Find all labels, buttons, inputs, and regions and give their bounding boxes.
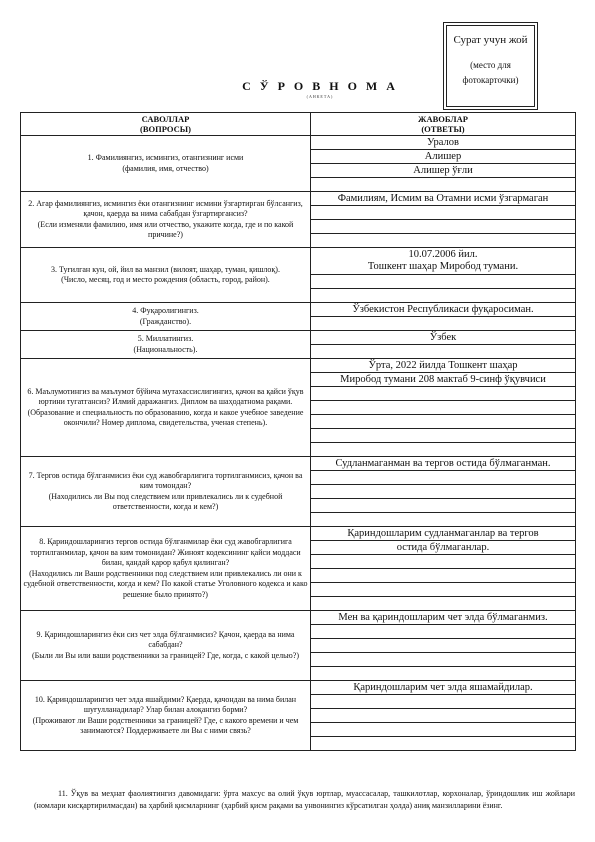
table-row xyxy=(21,303,576,317)
answer-line[interactable] xyxy=(311,303,576,317)
questionnaire-body xyxy=(21,136,576,751)
answer-blank-line[interactable] xyxy=(311,639,576,653)
question-cell-q4 xyxy=(21,303,311,331)
question-text: 4. Фуқаролигингиз. (Гражданство). xyxy=(132,306,199,326)
answer-text: Алишер ўғли xyxy=(413,164,473,176)
table-row xyxy=(21,527,576,541)
answer-blank-line[interactable] xyxy=(311,499,576,513)
question-text: 7. Тергов остида бўлганмисиз ёки суд жавобгарлигига тортилганмисиз, қачон ва ким томондан? (Находились ли Вы под следствием или привлекались ли к судебной ответственности, когда и кем?) xyxy=(28,470,303,511)
answer-blank-line[interactable] xyxy=(311,289,576,303)
question-cell-q7 xyxy=(21,457,311,527)
answers-column-header: ЖАВОБЛАР (ОТВЕТЫ) xyxy=(311,113,576,136)
question-cell-q2 xyxy=(21,192,311,248)
answer-blank-line[interactable] xyxy=(311,737,576,751)
answer-line[interactable] xyxy=(311,611,576,625)
answer-text: Мен ва қариндошларим чет элда бўлмаганмиз. xyxy=(338,611,548,623)
answer-blank-line[interactable] xyxy=(311,653,576,667)
answer-blank-line[interactable] xyxy=(311,220,576,234)
table-row xyxy=(21,457,576,471)
answer-line[interactable] xyxy=(311,164,576,178)
answer-blank-line[interactable] xyxy=(311,317,576,331)
answer-blank-line[interactable] xyxy=(311,471,576,485)
question-cell-q5 xyxy=(21,331,311,359)
question-cell-q1 xyxy=(21,136,311,192)
table-row xyxy=(21,681,576,695)
answer-blank-line[interactable] xyxy=(311,555,576,569)
answer-blank-line[interactable] xyxy=(311,443,576,457)
answer-blank-line[interactable] xyxy=(311,429,576,443)
answer-blank-line[interactable] xyxy=(311,667,576,681)
table-row xyxy=(21,136,576,150)
answer-line[interactable] xyxy=(311,681,576,695)
question-text: 3. Туғилган кун, ой, йил ва манзил (вилоят, шаҳар, туман, қишлоқ). (Число, месяц, год и место рождения (область, город, район). xyxy=(51,264,280,284)
question-text: 6. Маълумотингиз ва маълумот бўйича мутахассислигингиз, қачон ва қайси ўқув юртини тугатгансиз? Илмий даражангиз. Диплом ва шаҳодатнома рақами. (Образование и специальность по образованию, когда и какое учебное заведение окончили? Номер диплома, свидетельства, ученая степень). xyxy=(27,386,304,427)
answer-text: Миробод тумани 208 мактаб 9-синф ўқувчиси xyxy=(340,373,546,385)
answer-blank-line[interactable] xyxy=(311,485,576,499)
answer-text: Ўзбек xyxy=(429,331,457,343)
questions-column-header: САВОЛЛАР (ВОПРОСЫ) xyxy=(21,113,311,136)
answer-text: Қариндошларим чет элда яшамайдилар. xyxy=(353,681,533,693)
photo-label-ru: (место для фотокарточки) xyxy=(462,60,519,85)
answer-blank-line[interactable] xyxy=(311,387,576,401)
question-text: 8. Қариндошларингиз тергов остида бўлганмилар ёки суд жавобгарлигига тортилганмилар, қачон ва ким томонидан? Жиноят кодексининг қайси моддаси билан, қандай қарор қабул қилинган? (Находились ли Ваши родственники под следствием или привлекались ли они к судебной ответственности, когда и кем? По какой статье Уголовного кодекса и како решение было принято?) xyxy=(23,537,308,599)
question-cell-q3 xyxy=(21,248,311,303)
answer-blank-line[interactable] xyxy=(311,206,576,220)
question-cell-q8 xyxy=(21,527,311,611)
answer-line[interactable] xyxy=(311,457,576,471)
answer-text: Қариндошларим судланмаганлар ва тергов xyxy=(347,527,539,539)
table-row xyxy=(21,192,576,206)
table-row xyxy=(21,248,576,275)
answer-blank-line[interactable] xyxy=(311,415,576,429)
question-text: 2. Агар фамилиянгиз, исмингиз ёки отангизнинг исмини ўзгартирган бўлсангиз, қачон, қаерда ва нима сабабдан ўзгартиргансиз? (Если изменяли фамилию, имя или отчество, укажите когда, где и по какой причине?) xyxy=(28,198,303,239)
answer-text: Фамилиям, Исмим ва Отамни исми ўзгармаган xyxy=(337,192,549,204)
answer-line[interactable] xyxy=(311,192,576,206)
answer-blank-line[interactable] xyxy=(311,723,576,737)
answer-blank-line[interactable] xyxy=(311,709,576,723)
answer-blank-line[interactable] xyxy=(311,513,576,527)
answer-line[interactable] xyxy=(311,248,576,275)
table-row xyxy=(21,611,576,625)
answer-text: Алишер xyxy=(424,150,462,162)
table-row xyxy=(21,359,576,373)
table-header-row xyxy=(21,113,576,136)
answer-blank-line[interactable] xyxy=(311,234,576,248)
answer-line[interactable] xyxy=(311,527,576,541)
page-subtitle: (АНКЕТА) xyxy=(306,94,334,99)
answer-blank-line[interactable] xyxy=(311,597,576,611)
answer-line[interactable] xyxy=(311,541,576,555)
footer-question xyxy=(34,788,575,812)
answer-line[interactable] xyxy=(311,373,576,387)
answer-blank-line[interactable] xyxy=(311,625,576,639)
answer-line[interactable] xyxy=(311,150,576,164)
question-text: 5. Миллатингиз. (Национальность). xyxy=(133,334,198,354)
answer-text: Ўзбекистон Республикаси фуқаросиман. xyxy=(352,303,534,315)
answer-blank-line[interactable] xyxy=(311,569,576,583)
answer-line[interactable] xyxy=(311,331,576,345)
question-cell-q9 xyxy=(21,611,311,681)
answer-text: Уралов xyxy=(427,136,459,148)
answer-line[interactable] xyxy=(311,359,576,373)
answer-text: 10.07.2006 йил. Тошкент шаҳар Миробод тумани. xyxy=(367,249,519,272)
questionnaire-table xyxy=(20,112,576,751)
table-row xyxy=(21,331,576,345)
photo-label: Сурат учун жой xyxy=(453,34,528,46)
footer-text: 11. Ўқув ва меҳнат фаолиятингиз давомидаги: ўрта махсус ва олий ўқув юртлар, муассасалар, ташкилотлар, корхоналар, ўриндошлик иш жойлари (номлари кисқартирилмасдан) ва ҳарбий қисмларнинг (ҳарбий қисм рақами ва унвонингиз кўрсатилган ҳолда) аниқ манзилларини ёзинг. xyxy=(34,789,575,810)
answer-text: остида бўлмаганлар. xyxy=(396,541,490,553)
question-cell-q6 xyxy=(21,359,311,457)
answer-blank-line[interactable] xyxy=(311,345,576,359)
answer-text: Судланмаганман ва тергов остида бўлмаганман. xyxy=(335,457,551,469)
answer-text: Ўрта, 2022 йилда Тошкент шаҳар xyxy=(368,359,518,371)
page-title: С Ў Р О В Н О М А xyxy=(242,79,398,93)
answer-blank-line[interactable] xyxy=(311,695,576,709)
answer-blank-line[interactable] xyxy=(311,275,576,289)
question-text: 1. Фамилиянгиз, исмингиз, отангизнинг исми (фамилия, имя, отчество) xyxy=(87,153,244,173)
question-text: 9. Қариндошларингиз ёки сиз чет элда бўлганмисиз? Қачон, қаерда ва нима сабабдан? (Были ли Вы или ваши родственники за границей? Где, когда, с какой целью?) xyxy=(32,629,299,660)
question-text: 10. Қариндошларингиз чет элда яшайдими? Қаерда, қачондан ва нима билан шуғулланадилар? Улар билан алоқангиз борми? (Проживают ли Ваши родственники за границей? Где, с какого времени и чем занимаются? Поддерживаете ли Вы с ними связь? xyxy=(32,694,299,735)
answer-line[interactable] xyxy=(311,136,576,150)
answer-blank-line[interactable] xyxy=(311,178,576,192)
answer-blank-line[interactable] xyxy=(311,401,576,415)
question-cell-q10 xyxy=(21,681,311,751)
answer-blank-line[interactable] xyxy=(311,583,576,597)
